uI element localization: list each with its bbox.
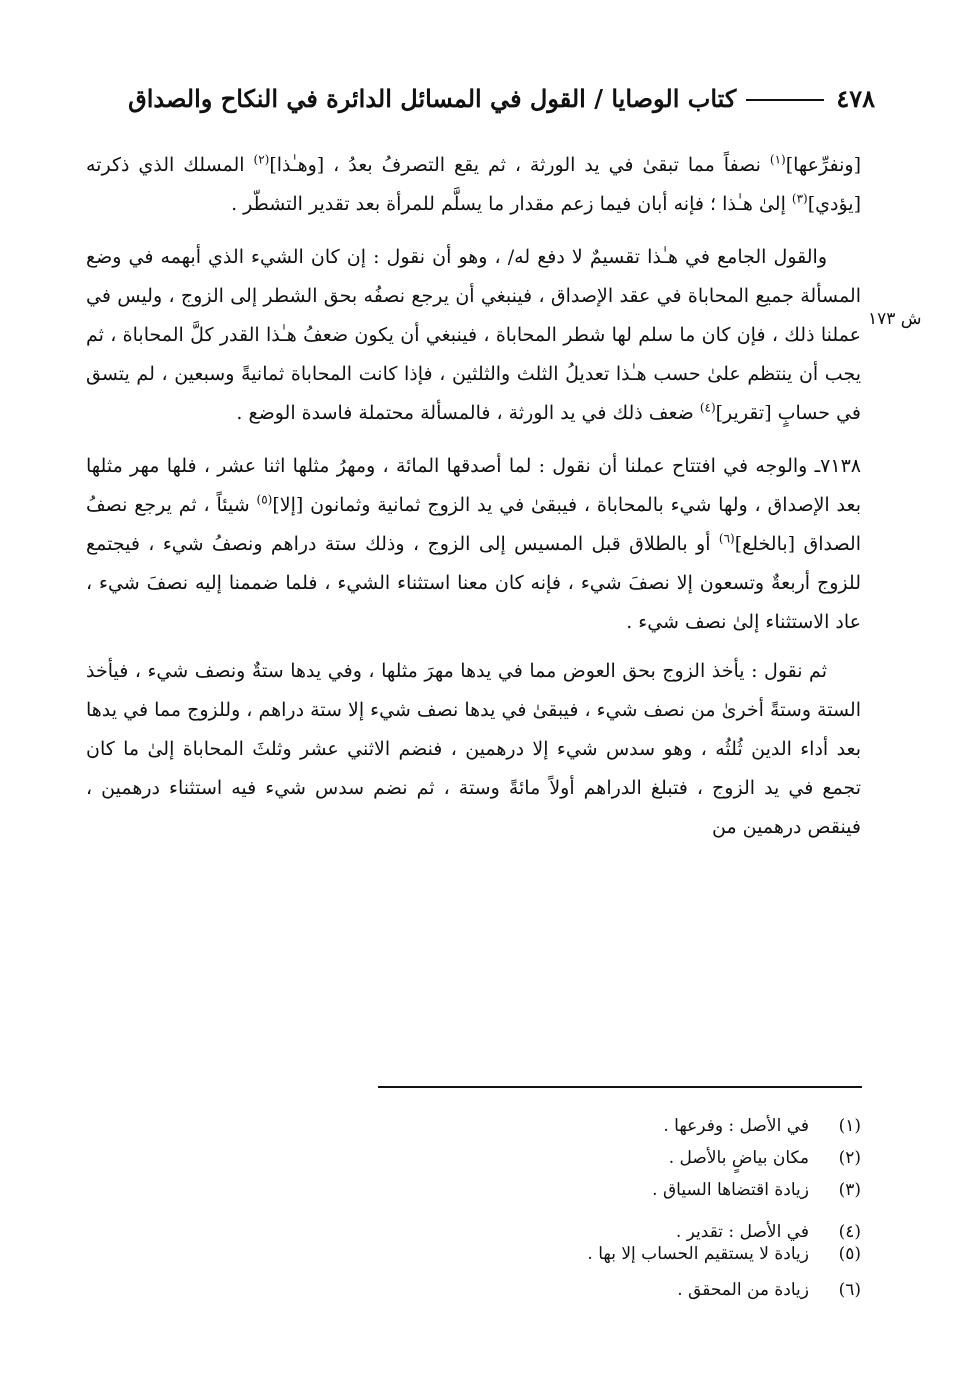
footnote-ref-4[interactable]: (٤)	[699, 400, 716, 415]
footnote-ref-2[interactable]: (٢)	[253, 152, 270, 167]
margin-reference: ش ١٧٣	[868, 309, 922, 329]
footnote-text: في الأصل : تقدير .	[675, 1222, 809, 1242]
paragraph-number: ٧١٣٨ـ	[814, 455, 861, 477]
footnote-text: مكان بياضٍ بالأصل .	[668, 1148, 809, 1168]
footnote-item	[361, 1144, 861, 1172]
header-title: كتاب الوصايا / القول في المسائل الدائرة في النكاح والصداق	[128, 83, 737, 113]
footnote-text: زيادة من المحقق .	[677, 1280, 809, 1300]
footnote-ref-6[interactable]: (٦)	[718, 531, 735, 546]
footnote-ref-5[interactable]: (٥)	[256, 492, 273, 507]
footnote-number: (٥)	[838, 1244, 861, 1264]
footnote-item	[361, 1240, 861, 1268]
paragraph-1: [ونفرِّعها]$^{(١)}$ نصفاً مما تبقىٰ في يد الورثة ، ثم يقع التصرفُ بعدُ ، [وهـٰذا]$^{(٢)}$ المسلك الذي ذكرته [يؤدي]$^{(٣)}$ إلىٰ هـٰذا ؛ فإنه أبان فيما زعم مقدار ما يسلَّم للمرأة بعد تقدير التشطّر .	[86, 152, 861, 215]
page-number: ٤٧٨	[836, 83, 875, 113]
footnote-number: (١)	[838, 1116, 861, 1136]
running-header	[90, 78, 875, 118]
footnote-number: (٦)	[838, 1280, 861, 1300]
footnote-text: في الأصل : وفرعها .	[663, 1116, 809, 1136]
footnote-item	[361, 1276, 861, 1304]
footnote-ref-1[interactable]: (١)	[769, 152, 786, 167]
footnote-ref-3[interactable]: (٣)	[791, 191, 808, 206]
paragraph-2: والقول الجامع في هـٰذا تقسيمٌ لا دفع له/ ، وهو أن نقول : إن كان الشيء الذي أبهمه في وضع المسألة جميع المحاباة في عقد الإصداق ، فينبغي أن يرجع نصفُه بحق الشطر إلى الزوج ، وليس في عملنا ذلك ، فإن كان ما سلم لها شطر المحاباة ، فينبغي أن يكون ضعفُ هـٰذا القدر كلَّ المحاباة ، ثم يجب أن ينتظم علىٰ حسب هـٰذا تعديلُ الثلث والثلثين ، فإذا كانت المحاباة ثمانيةً وسبعين ، لم يتسق في حسابٍ [تقرير]$^{(٤)}$ ضعف ذلك في يد الورثة ، فالمسألة محتملة فاسدة الوضع .	[86, 246, 861, 424]
header-rule	[746, 99, 824, 101]
paragraph-4: ثم نقول : يأخذ الزوج بحق العوض مما في يدها مهرَ مثلها ، وفي يدها ستةٌ ونصف شيء ، فيأخذ الستة وستةً أخرىٰ من نصف شيء ، فيبقىٰ في يدها نصف شيء إلا ستة دراهم ، وللزوج مما في يدها بعد أداء الدين ثُلثُه ، وهو سدس شيء إلا درهمين ، فنضم الاثني عشر وثلثَ المحاباة إلىٰ ما كان تجمع في يد الزوج ، فتبلغ الدراهم أولاً مائةً وستة ، ثم نضم سدس شيء فيه استثناء درهمين ، فينقص درهمين من	[86, 660, 861, 838]
main-text	[86, 146, 861, 847]
footnote-item	[361, 1218, 861, 1240]
footnote-item	[361, 1112, 861, 1140]
footnote-item	[361, 1176, 861, 1204]
footnote-number: (٣)	[838, 1180, 861, 1200]
footnote-number: (٢)	[838, 1148, 861, 1168]
footnote-text: زيادة لا يستقيم الحساب إلا بها .	[587, 1244, 809, 1264]
footnote-text: زيادة اقتضاها السياق .	[652, 1180, 809, 1200]
paragraph-3: ٧١٣٨ـ والوجه في افتتاح عملنا أن نقول : لما أصدقها المائة ، ومهرُ مثلها اثنا عشر ، فلها مهر مثلها بعد الإصداق ، ولها شيء بالمحاباة ، فيبقىٰ في يد الزوج ثمانية وثمانون [إلا]$^{(٥)}$ شيئاً ، ثم يرجع نصفُ الصداق [بالخلع]$^{(٦)}$ أو بالطلاق قبل المسيس إلى الزوج ، وذلك ستة دراهم ونصفُ شيء ، فيجتمع للزوج أربعةٌ وتسعون إلا نصفَ شيء ، فإنه كان معنا استثناء الشيء ، فلما ضممنا إليه نصفَ شيء ، عاد الاستثناء إلىٰ نصف شيء .	[86, 455, 861, 633]
footnote-separator	[378, 1086, 862, 1088]
footnotes	[361, 1112, 861, 1304]
footnote-number: (٤)	[838, 1222, 861, 1242]
